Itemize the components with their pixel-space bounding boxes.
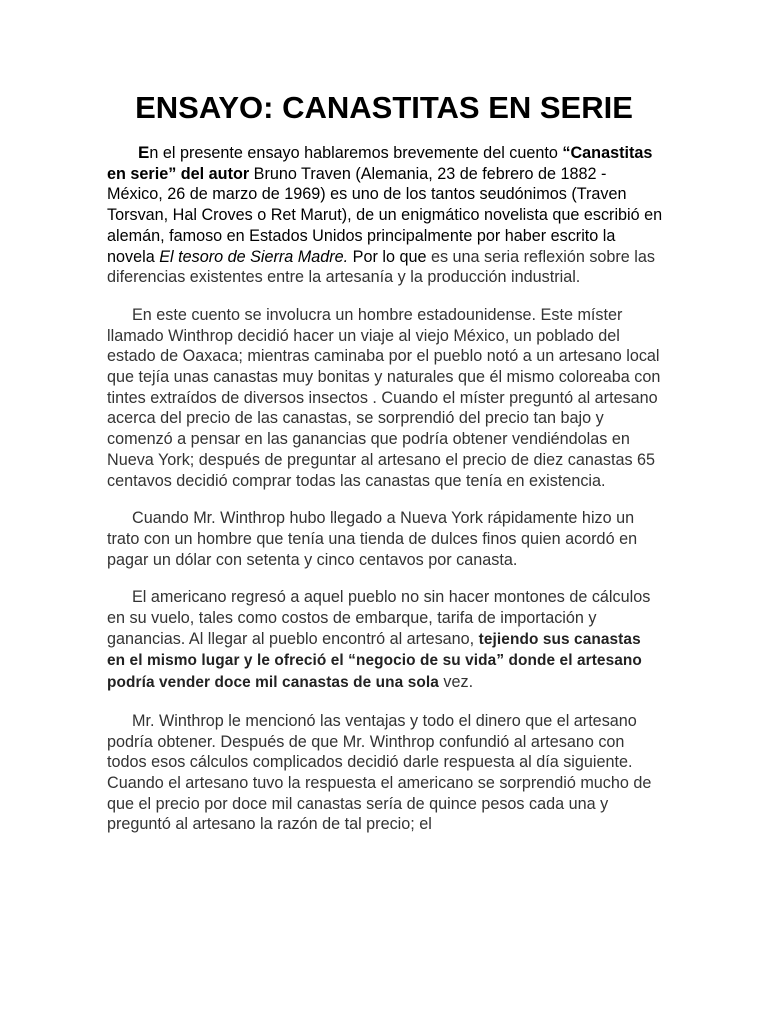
paragraph-return (107, 587, 663, 694)
document-title: ENSAYO: CANASTITAS EN SERIE (135, 90, 633, 125)
intro-text-b: Bruno Traven (Alemania, 23 de febrero de 1882 - México, 26 de marzo de 1969) es uno de los tantos seudónimos (Traven Torsvan, Hal Croves o Ret Marut), de un enigmático novelista que escribió en alemán, famoso en Estados Unidos principalmente por haber escrito la novela (107, 164, 663, 266)
document-body (107, 143, 663, 852)
intro-text-d: es una seria reflexión sobre las diferencias existentes entre la artesanía y la producción industrial. (107, 247, 655, 287)
intro-text-c: Por lo que (348, 247, 427, 266)
intro-text-a: n el presente ensayo hablaremos brevemente del cuento (149, 144, 563, 162)
paragraph-story: En este cuento se involucra un hombre estadounidense. Este míster llamado Winthrop decidió hacer un viaje al viejo México, un poblado del estado de Oaxaca; mientras caminaba por el pueblo notó a un artesano local que tejía unas canastas muy bonitas y naturales que él mismo coloreaba con tintes extraídos de diversos insectos . Cuando el míster preguntó al artesano acerca del precio de las canastas, se sorprendió del precio tan bajo y comenzó a pensar en las ganancias que podría obtener vendiéndolas en Nueva York; después de preguntar al artesano el precio de diez canastas 65 centavos decidió comprar todas las canastas que tenía en existencia. (107, 305, 661, 490)
drop-letter: E (138, 143, 150, 162)
author-label: ” del autor (168, 164, 250, 183)
return-text-a: El americano regresó a aquel pueblo no sin hacer montones de cálculos en su vuelo, tales como costos de embarque, tarifa de importación y ganancias. Al llegar al pueblo encontró al artesano, (107, 588, 651, 648)
story-title: “Canastitas en serie (107, 144, 653, 183)
paragraph-intro (107, 143, 663, 288)
paragraph-offer: Mr. Winthrop le mencionó las ventajas y todo el dinero que el artesano podría obtener. Después de que Mr. Winthrop confundió al artesano con todos esos cálculos complicados decidió darle respuesta al día siguiente. Cuando el artesano tuvo la respuesta el americano se sorprendió mucho de que el precio por doce mil canastas sería de quince pesos cada una y preguntó al artesano la razón de tal precio; el (107, 711, 652, 834)
return-bold-text: tejiendo sus canastas en el mismo lugar y le ofreció el “negocio de su vida” donde el artesano podría vender doce mil canastas de una sola (107, 630, 642, 692)
return-text-b: vez. (438, 673, 474, 692)
novel-title: El tesoro de Sierra Madre. (159, 247, 349, 266)
paragraph-new-york: Cuando Mr. Winthrop hubo llegado a Nueva York rápidamente hizo un trato con un hombre que tenía una tienda de dulces finos quien acordó en pagar un dólar con setenta y cinco centavos por canasta. (107, 509, 638, 569)
